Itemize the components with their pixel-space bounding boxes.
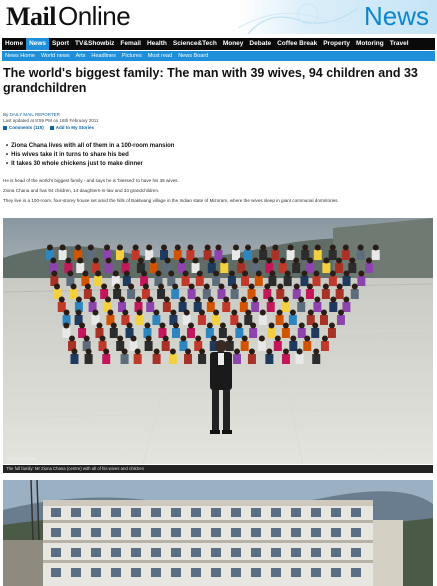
house-window — [291, 508, 301, 517]
crowd-person — [301, 245, 309, 261]
comments-label: Comments (115) — [9, 125, 44, 130]
house-window — [271, 528, 281, 537]
house-window — [331, 568, 341, 577]
family-photo-image — [3, 218, 433, 464]
crowd-person — [282, 323, 290, 339]
crowd-person — [198, 310, 206, 326]
crowd-person — [289, 336, 297, 352]
crowd-person — [241, 336, 249, 352]
bullet-item: • Ziona Chana lives with all of them in a 100-room mansion — [6, 142, 174, 151]
article-byline — [3, 112, 98, 124]
main-nav — [2, 38, 435, 50]
crowd-person — [179, 297, 187, 313]
crowd-person — [314, 245, 322, 261]
crowd-person — [187, 323, 195, 339]
crowd-person — [271, 245, 279, 261]
nav-item-coffee-break[interactable]: Coffee Break — [277, 40, 318, 47]
crowd-person — [70, 284, 78, 300]
house-window — [91, 568, 101, 577]
crowd-person — [142, 284, 150, 300]
crowd-person — [312, 349, 320, 365]
house-window — [171, 568, 181, 577]
crowd-person — [169, 349, 177, 365]
nav-item-femail[interactable]: Femail — [120, 40, 141, 47]
crowd-person — [53, 284, 61, 300]
bullet-item: • His wives take it in turns to share his bed — [6, 151, 174, 160]
article-paragraph: He is head of the world's biggest family - and says he is 'blessed' to have his 39 wives. — [3, 178, 179, 183]
crowd-person — [233, 349, 241, 365]
crowd-person — [297, 297, 305, 313]
crowd-person — [342, 245, 350, 261]
crowd-person — [274, 336, 282, 352]
house-window — [151, 568, 161, 577]
crowd-person — [196, 271, 204, 287]
crowd-person — [182, 271, 190, 287]
crowd-person — [259, 310, 267, 326]
crowd-person — [126, 323, 134, 339]
crowd-person — [329, 245, 337, 261]
house-photo[interactable] — [3, 480, 433, 586]
sub-nav — [2, 51, 435, 61]
house-window — [231, 548, 241, 557]
crowd-person — [113, 284, 121, 300]
house-window — [251, 568, 261, 577]
house-window — [131, 508, 141, 517]
crowd-person — [313, 297, 321, 313]
crowd-person — [102, 349, 110, 365]
add-stories-label: Add to My Stories — [55, 125, 95, 130]
crowd-person — [293, 284, 301, 300]
crowd-person — [105, 258, 113, 274]
article-paragraph: Ziona Chana and has 94 children, 14 daughters-in-law and 33 grandchildren. — [3, 188, 160, 193]
crowd-person — [84, 284, 92, 300]
crowd-person — [207, 297, 215, 313]
banner-decoration-icon — [238, 0, 358, 34]
crowd-person — [184, 349, 192, 365]
site-header — [0, 0, 437, 34]
crowd-person — [365, 258, 373, 274]
crowd-person — [329, 271, 337, 287]
article-headline: The world's biggest family: The man with 39 wives, 94 children and 33 grandchildren — [3, 66, 418, 95]
crowd-person — [91, 310, 99, 326]
photo-caption: The full family: Mr Ziona Chana (centre) with all of his wives and children — [3, 465, 433, 473]
crowd-person — [188, 284, 196, 300]
house-window — [171, 548, 181, 557]
house-window — [111, 548, 121, 557]
nav-item-debate[interactable]: Debate — [249, 40, 272, 47]
house-window — [91, 508, 101, 517]
crowd-person — [348, 258, 356, 274]
house-window — [271, 548, 281, 557]
crowd-person — [235, 323, 243, 339]
crowd-person — [300, 271, 308, 287]
crowd-person — [121, 258, 129, 274]
house-photo-image — [3, 480, 433, 586]
crowd-person — [212, 271, 220, 287]
mailonline-logo[interactable] — [6, 1, 130, 32]
crowd-person — [179, 336, 187, 352]
crowd-person — [343, 271, 351, 287]
nav-item-travel[interactable]: Travel — [389, 40, 409, 47]
crowd-person — [282, 297, 290, 313]
house-window — [191, 548, 201, 557]
house-window — [211, 548, 221, 557]
house-window — [331, 528, 341, 537]
house-window — [231, 528, 241, 537]
house-window — [51, 548, 61, 557]
house-window — [71, 568, 81, 577]
crowd-person — [192, 258, 200, 274]
crowd-person — [265, 349, 273, 365]
crowd-person — [62, 323, 70, 339]
house-window — [71, 528, 81, 537]
crowd-person — [58, 297, 66, 313]
house-window — [191, 568, 201, 577]
crowd-person — [204, 245, 212, 261]
photo-credit: © Barcroft Media — [7, 456, 38, 461]
house-window — [331, 508, 341, 517]
crowd-person — [279, 258, 287, 274]
crowd-person — [372, 245, 380, 261]
section-title: News — [363, 1, 429, 31]
crowd-person — [322, 258, 330, 274]
house-window — [251, 548, 261, 557]
nav-item-home[interactable]: Home — [5, 40, 24, 47]
crowd-person — [174, 245, 182, 261]
house-window — [191, 508, 201, 517]
crowd-person — [226, 336, 234, 352]
house-window — [291, 528, 301, 537]
add-icon — [50, 126, 54, 130]
crowd-person — [322, 284, 330, 300]
crowd-person — [112, 271, 120, 287]
crowd-person — [145, 245, 153, 261]
crowd-person — [258, 336, 266, 352]
crowd-person — [217, 284, 225, 300]
add-stories-link[interactable] — [50, 125, 94, 130]
house-window — [71, 508, 81, 517]
crowd-person — [214, 245, 222, 261]
crowd-person — [135, 297, 143, 313]
house-window — [311, 508, 321, 517]
house-window — [171, 508, 181, 517]
crowd-person — [284, 271, 292, 287]
house-window — [211, 508, 221, 517]
crowd-person — [312, 271, 320, 287]
logo-mail-text: Mail — [6, 2, 56, 31]
crowd-person — [244, 310, 252, 326]
crowd-person — [255, 271, 263, 287]
crowd-person — [116, 245, 124, 261]
crowd-person — [100, 284, 108, 300]
crowd-person — [172, 323, 180, 339]
crowd-person — [70, 349, 78, 365]
byline-author-link[interactable]: DAILY MAIL REPORTER — [9, 112, 60, 117]
house-window — [351, 528, 361, 537]
crowd-person — [121, 349, 129, 365]
crowd-person — [241, 271, 249, 287]
house-window — [291, 568, 301, 577]
crowd-person — [311, 323, 319, 339]
crowd-person — [276, 310, 284, 326]
section-banner — [238, 0, 437, 34]
crowd-person — [292, 258, 300, 274]
crowd-person — [183, 310, 191, 326]
crowd-person — [336, 284, 344, 300]
house-window — [311, 528, 321, 537]
crowd-person — [132, 245, 140, 261]
crowd-person — [203, 284, 211, 300]
nav-item-tv-showbiz[interactable]: TV&Showbiz — [75, 40, 115, 47]
crowd-person — [212, 310, 220, 326]
crowd-person — [298, 323, 306, 339]
crowd-person — [328, 323, 336, 339]
house-window — [191, 528, 201, 537]
crowd-person — [307, 310, 315, 326]
bullet-item: • It takes 30 whole chickens just to make dinner — [6, 160, 174, 169]
crowd-person — [222, 297, 230, 313]
house-window — [51, 528, 61, 537]
nav-item-money[interactable]: Money — [222, 40, 244, 47]
crowd-person — [208, 258, 216, 274]
crowd-person — [157, 284, 165, 300]
logo-online-text: Online — [58, 1, 131, 31]
crowd-person — [267, 297, 275, 313]
crowd-person — [145, 336, 153, 352]
house-window — [131, 548, 141, 557]
house-window — [111, 508, 121, 517]
crowd-person — [268, 271, 276, 287]
crowd-person — [103, 245, 111, 261]
crowd-person — [194, 336, 202, 352]
crowd-person — [198, 349, 206, 365]
crowd-person — [357, 245, 365, 261]
crowd-person — [219, 323, 227, 339]
crowd-person — [244, 245, 252, 261]
comments-link[interactable] — [3, 125, 44, 130]
subnav-item-news-board[interactable]: News Board — [178, 53, 209, 59]
comment-icon — [3, 126, 7, 130]
house-window — [291, 548, 301, 557]
crowd-person — [335, 258, 343, 274]
crowd-person — [306, 284, 314, 300]
crowd-person — [320, 310, 328, 326]
crowd-person — [282, 349, 290, 365]
subnav-item-arts[interactable]: Arts — [75, 53, 86, 59]
crowd-person — [121, 310, 129, 326]
house-window — [211, 528, 221, 537]
house-window — [51, 508, 61, 517]
crowd-person — [276, 284, 284, 300]
crowd-person — [163, 297, 171, 313]
crowd-person — [232, 245, 240, 261]
crowd-person — [87, 245, 95, 261]
crowd-person — [259, 245, 267, 261]
crowd-person — [296, 349, 304, 365]
crowd-person — [351, 284, 359, 300]
crowd-person — [130, 336, 138, 352]
crowd-person — [134, 349, 142, 365]
crowd-person — [194, 297, 202, 313]
nav-item-sport[interactable]: Sport — [52, 40, 70, 47]
nav-item-motoring[interactable]: Motoring — [355, 40, 384, 47]
crowd-person — [337, 310, 345, 326]
house-window — [251, 528, 261, 537]
crowd-person — [206, 323, 214, 339]
house-window — [151, 508, 161, 517]
house-window — [111, 528, 121, 537]
nav-item-property[interactable]: Property — [323, 40, 350, 47]
house-window — [351, 548, 361, 557]
house-window — [351, 568, 361, 577]
subnav-item-most-read[interactable]: Most read — [147, 53, 173, 59]
house-window — [211, 568, 221, 577]
house-window — [91, 548, 101, 557]
crowd-person — [146, 297, 154, 313]
house-window — [231, 568, 241, 577]
house-window — [351, 508, 361, 517]
crowd-person — [342, 297, 350, 313]
crowd-person — [127, 284, 135, 300]
house-window — [271, 568, 281, 577]
article-paragraph: They live in a 100-room, four-storey house set amid the hills of Baktwang village in the Indian state of Mizoram, where the wives sleep in giant communal dormitories. — [3, 198, 339, 203]
crowd-person — [303, 336, 311, 352]
house-window — [151, 528, 161, 537]
crowd-person — [94, 271, 102, 287]
crowd-person — [357, 271, 365, 287]
crowd-person — [78, 323, 86, 339]
crowd-person — [220, 258, 228, 274]
crowd-person — [268, 323, 276, 339]
article-bullets — [6, 142, 174, 169]
house-window — [231, 508, 241, 517]
crowd-person — [76, 258, 84, 274]
house-window — [331, 548, 341, 557]
house-window — [311, 568, 321, 577]
crowd-person — [59, 245, 67, 261]
subnav-item-world-news[interactable]: World news — [40, 53, 70, 59]
byline-prefix: By — [3, 112, 9, 117]
family-photo[interactable] — [3, 218, 433, 464]
crowd-person — [136, 310, 144, 326]
crowd-person — [123, 271, 131, 287]
subnav-item-pictures[interactable]: Pictures — [121, 53, 142, 59]
house-window — [111, 568, 121, 577]
crowd-person — [85, 349, 93, 365]
subnav-item-headlines[interactable]: Headlines — [91, 53, 116, 59]
crowd-person — [251, 297, 259, 313]
article-tools — [3, 125, 94, 130]
nav-item-science-tech[interactable]: Science&Tech — [172, 40, 217, 47]
crowd-person — [110, 323, 118, 339]
crowd-person — [230, 310, 238, 326]
crowd-person — [240, 297, 248, 313]
house-window — [251, 508, 261, 517]
crowd-person — [287, 245, 295, 261]
crowd-person — [152, 310, 160, 326]
house-window — [51, 568, 61, 577]
house-window — [131, 568, 141, 577]
crowd-person — [149, 258, 157, 274]
subnav-item-news-home[interactable]: News Home — [5, 53, 35, 59]
crowd-person — [231, 284, 239, 300]
nav-item-health[interactable]: Health — [146, 40, 167, 47]
house-window — [71, 548, 81, 557]
crowd-person — [321, 336, 329, 352]
crowd-person — [249, 323, 257, 339]
crowd-person — [116, 336, 124, 352]
crowd-person — [248, 349, 256, 365]
house-window — [151, 548, 161, 557]
crowd-person — [186, 245, 194, 261]
crowd-person — [329, 297, 337, 313]
crowd-person — [171, 284, 179, 300]
house-window — [131, 528, 141, 537]
crowd-person — [289, 310, 297, 326]
crowd-person — [167, 271, 175, 287]
crowd-person — [143, 323, 151, 339]
house-window — [311, 548, 321, 557]
house-window — [271, 508, 281, 517]
house-window — [171, 528, 181, 537]
crowd-person — [153, 349, 161, 365]
nav-item-news[interactable]: News — [26, 38, 49, 50]
crowd-person — [162, 336, 170, 352]
crowd-person — [306, 258, 314, 274]
crowd-person — [237, 258, 245, 274]
house-window — [91, 528, 101, 537]
last-updated: Last updated at 8:59 PM on 16th February 2011 — [3, 118, 99, 123]
